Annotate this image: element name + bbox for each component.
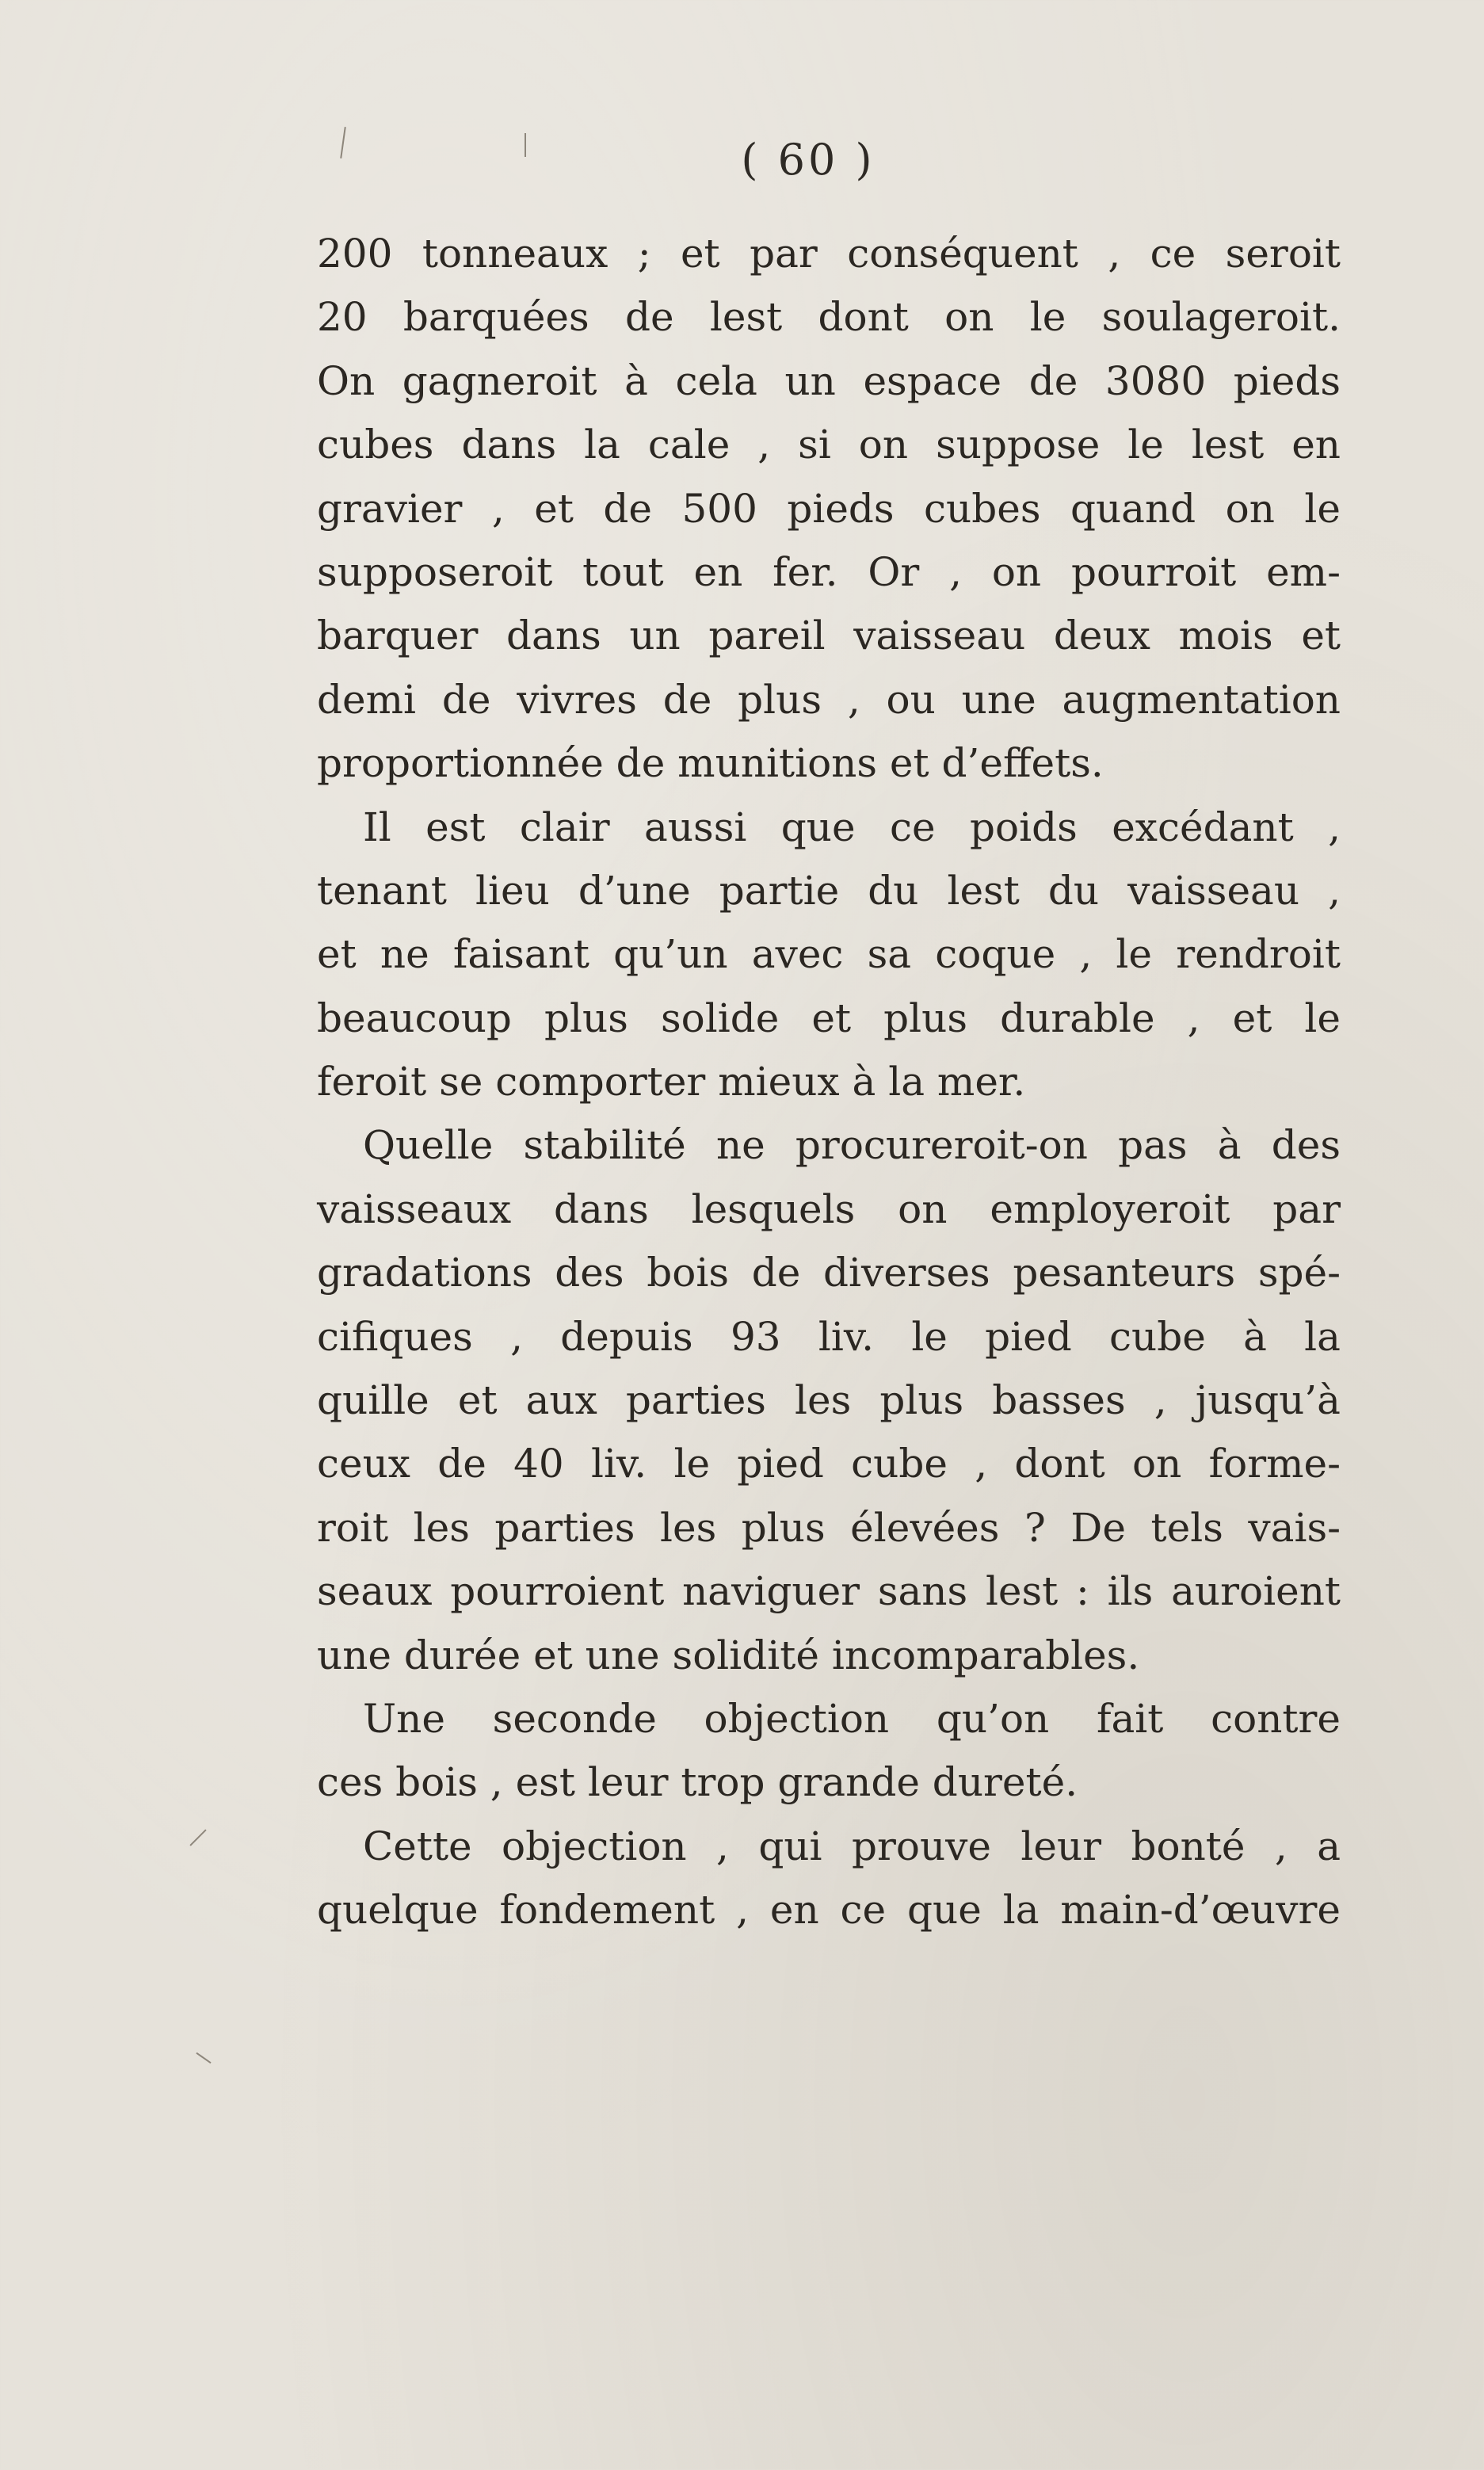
text-line: tenant lieu d’une partie du lest du vaisseau , — [317, 867, 1341, 914]
text-line: 20 barquées de lest dont on le soulageroit. — [317, 294, 1341, 341]
text-line: beaucoup plus solide et plus durable , et le — [317, 994, 1341, 1041]
paper-speck — [196, 2052, 211, 2063]
text-line: gradations des bois de diverses pesanteurs spé- — [317, 1250, 1341, 1296]
text-line: proportionnée de munitions et d’effets. — [317, 740, 1104, 787]
text-line: seaux pourroient naviguer sans lest : ils auroient — [317, 1568, 1341, 1615]
text-line: 200 tonneaux ; et par conséquent , ce seroit — [317, 231, 1341, 277]
text-line: Il est clair aussi que ce poids excédant , — [363, 804, 1341, 850]
text-line: Quelle stabilité ne procureroit-on pas à des — [363, 1122, 1341, 1169]
page-number: ( 60 ) — [741, 135, 876, 185]
text-line: Une seconde objection qu’on fait contre — [363, 1695, 1341, 1742]
text-line: cifiques , depuis 93 liv. le pied cube à la — [317, 1313, 1341, 1360]
text-line: cubes dans la cale , si on suppose le lest en — [317, 422, 1341, 468]
paper-speck — [189, 1829, 206, 1846]
text-line: On gagneroit à cela un espace de 3080 pieds — [317, 357, 1341, 404]
text-line: barquer dans un pareil vaisseau deux mois et — [317, 613, 1341, 659]
body-text — [317, 222, 1341, 1942]
text-line: demi de vivres de plus , ou une augmentation — [317, 676, 1341, 723]
text-line: roit les parties les plus élevées ? De tels vais- — [317, 1504, 1341, 1551]
text-line: feroit se comporter mieux à la mer. — [317, 1059, 1026, 1105]
text-line: ceux de 40 liv. le pied cube , dont on forme- — [317, 1441, 1341, 1487]
text-line: ces bois , est leur trop grande dureté. — [317, 1759, 1078, 1806]
text-line: quelque fondement , en ce que la main-d’œuvre — [317, 1887, 1341, 1934]
text-line: gravier , et de 500 pieds cubes quand on le — [317, 485, 1341, 532]
text-line: quille et aux parties les plus basses , jusqu’à — [317, 1377, 1341, 1424]
text-line: vaisseaux dans lesquels on employeroit par — [317, 1185, 1341, 1232]
text-line: Cette objection , qui prouve leur bonté , a — [363, 1823, 1341, 1869]
text-line: et ne faisant qu’un avec sa coque , le rendroit — [317, 931, 1341, 978]
text-line: une durée et une solidité incomparables. — [317, 1632, 1140, 1678]
text-line: supposeroit tout en fer. Or , on pourroit em- — [317, 548, 1341, 595]
